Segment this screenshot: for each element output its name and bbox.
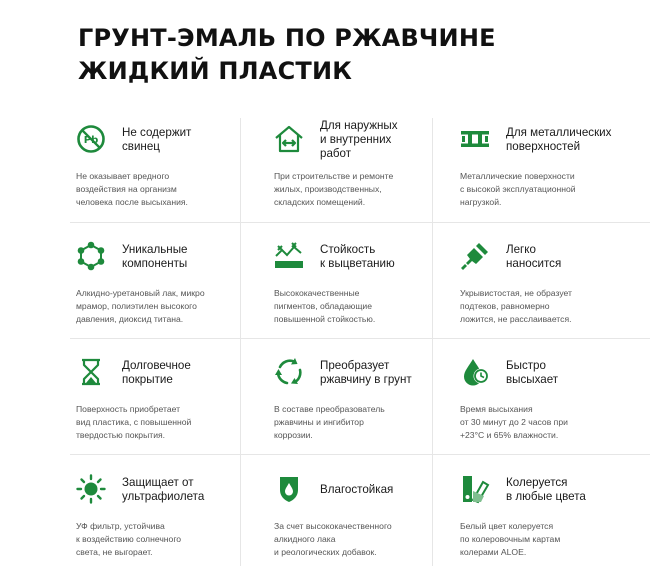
grid-divider [70, 454, 650, 455]
color-swatch-icon [460, 474, 490, 504]
sun-icon [76, 474, 106, 504]
grid-divider [70, 338, 650, 339]
grid-divider [70, 222, 650, 223]
feature-heading: Не содержит свинец [122, 126, 192, 153]
title-line-2: ЖИДКИЙ ПЛАСТИК [78, 57, 353, 85]
feature-heading: Быстро высыхает [506, 359, 559, 386]
house-icon [274, 124, 304, 154]
quick-dry-icon [460, 357, 490, 387]
metal-beam-icon [460, 124, 490, 154]
hourglass-icon [76, 357, 106, 387]
feature-description: Поверхность приобретает вид пластика, с повышенной твердостью покрытия. [76, 404, 192, 440]
no-lead-icon [76, 124, 106, 154]
feature-heading: Защищает от ультрафиолета [122, 476, 205, 503]
feature-description: Металлические поверхности с высокой эксплуатационной нагрузкой. [460, 171, 576, 207]
feature-heading: Уникальные компоненты [122, 243, 188, 270]
molecule-icon [76, 241, 106, 271]
recycle-icon [274, 357, 304, 387]
feature-heading: Преобразует ржавчину в грунт [320, 359, 412, 386]
feature-heading: Колеруется в любые цвета [506, 476, 586, 503]
feature-heading: Для металлических поверхностей [506, 126, 612, 153]
fade-resistance-icon [274, 241, 304, 271]
feature-description: Не оказывает вредного воздействия на организм человека после высыхания. [76, 171, 188, 207]
feature-heading: Долговечное покрытие [122, 359, 191, 386]
feature-description: За счет высококачественного алкидного лака и реологических добавок. [274, 521, 392, 557]
feature-heading: Влагостойкая [320, 483, 394, 496]
feature-heading: Для наружных и внутренних работ [320, 119, 398, 160]
page-title [78, 22, 496, 88]
feature-description: Высококачественные пигментов, обладающие повышенной стойкостью. [274, 288, 376, 324]
feature-heading: Легко наносится [506, 243, 562, 270]
feature-description: Время высыхания от 30 минут до 2 часов при +23°C и 65% влажности. [460, 404, 568, 440]
feature-description: Алкидно-уретановый лак, микро мрамор, полиэтилен высокого давления, диоксид титана. [76, 288, 205, 324]
title-line-1: ГРУНТ-ЭМАЛЬ ПО РЖАВЧИНЕ [78, 24, 496, 52]
feature-description: УФ фильтр, устойчива к воздействию солнечного света, не выгорает. [76, 521, 182, 557]
feature-description: Белый цвет колеруется по колеровочным картам колерами ALOE. [460, 521, 561, 557]
water-drop-icon [274, 474, 304, 504]
feature-description: При строительстве и ремонте жилых, производственных, складских помещений. [274, 171, 394, 207]
svg-text:Pb: Pb [83, 135, 99, 146]
feature-description: В составе преобразователь ржавчины и ингибитор коррозии. [274, 404, 385, 440]
paint-brush-icon [460, 241, 490, 271]
feature-description: Укрывистостая, не образует подтеков, равномерно ложится, не расслаивается. [460, 288, 572, 324]
feature-heading: Стойкость к выцветанию [320, 243, 395, 270]
